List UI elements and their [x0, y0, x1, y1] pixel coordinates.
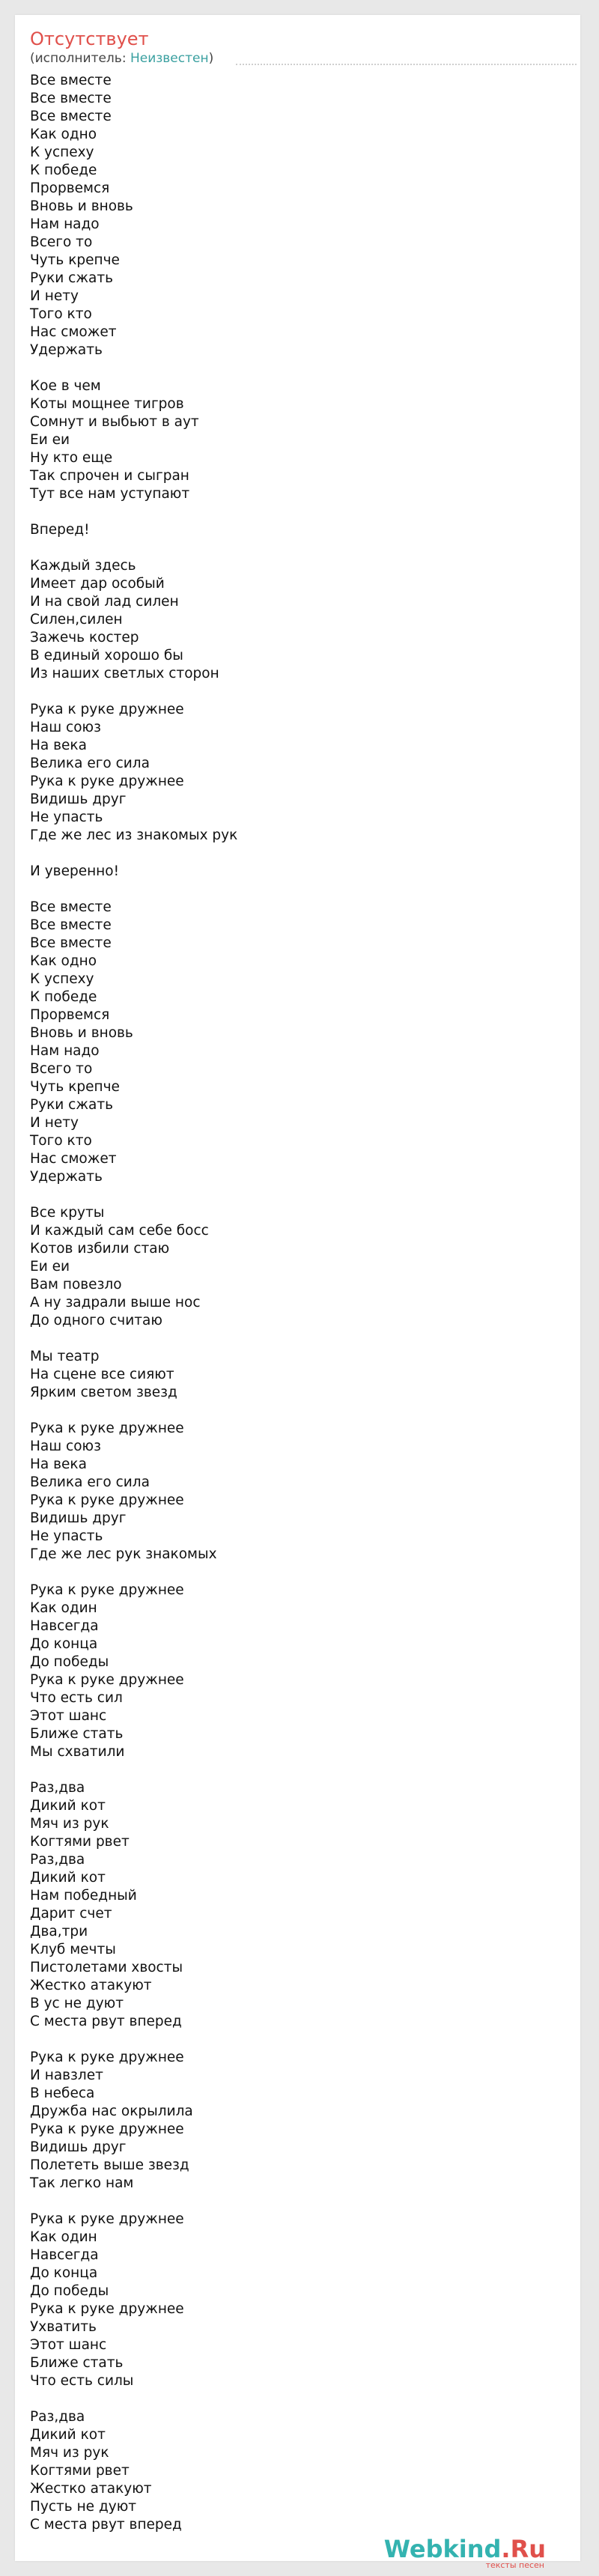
lyric-line: Чуть крепче — [30, 1079, 120, 1095]
lyrics-list — [30, 72, 237, 2534]
logo-brand — [384, 2536, 546, 2562]
lyric-line: Мяч из рук — [30, 2445, 109, 2461]
lyric-line: И каждый сам себе босс — [30, 1223, 209, 1239]
lyric-line: Силен,силен — [30, 612, 123, 628]
lyric-line: Навсегда — [30, 2247, 99, 2263]
lyric-line: Пусть не дуют — [30, 2499, 137, 2515]
lyric-line: До одного считаю — [30, 1313, 162, 1328]
lyric-line: И нету — [30, 1115, 79, 1131]
stanza-gap — [30, 683, 237, 701]
lyric-line: Нам победный — [30, 1888, 137, 1904]
lyric-line: Как один — [30, 2229, 97, 2245]
lyric-line: Прорвемся — [30, 1007, 110, 1023]
lyric-line: К успеху — [30, 145, 94, 160]
lyric-line: Сомнут и выбьют в аут — [30, 414, 199, 430]
lyric-line: Удержать — [30, 342, 103, 358]
lyric-line: И нету — [30, 288, 79, 304]
lyric-line: Рука к руке дружнее — [30, 774, 184, 789]
lyric-line: Нас сможет — [30, 324, 117, 340]
lyric-line: Два,три — [30, 1924, 88, 1939]
lyric-line: Все вместе — [30, 917, 112, 933]
lyric-line: До конца — [30, 2265, 98, 2281]
stanza-gap — [30, 2031, 237, 2049]
lyric-line: Мы театр — [30, 1349, 100, 1364]
lyric-line: Все вместе — [30, 899, 112, 915]
lyric-line: Ну кто еще — [30, 450, 113, 466]
lyric-line: Вперед! — [30, 522, 90, 538]
lyric-line: В единый хорошо бы — [30, 648, 183, 663]
lyric-line: С места рвут вперед — [30, 2014, 182, 2029]
site-logo[interactable] — [384, 2536, 546, 2570]
lyric-line: Ярким светом звезд — [30, 1385, 177, 1400]
lyric-line: Все вместе — [30, 91, 112, 106]
lyric-line: Видишь друг — [30, 1510, 127, 1526]
lyric-line: Руки сжать — [30, 1097, 114, 1113]
lyric-line: Где же лес рук знакомых — [30, 1546, 217, 1562]
lyric-line: Все вместе — [30, 109, 112, 124]
lyric-line: С места рвут вперед — [30, 2517, 182, 2533]
lyric-line: Как одно — [30, 953, 97, 969]
lyric-line: Наш союз — [30, 720, 101, 735]
lyric-line: Когтями рвет — [30, 1834, 130, 1850]
lyric-line: Рука к руке дружнее — [30, 1582, 184, 1598]
lyric-line: Раз,два — [30, 1780, 85, 1796]
lyric-line: Рука к руке дружнее — [30, 1492, 184, 1508]
lyric-line: Видишь друг — [30, 2139, 127, 2155]
lyric-line: Прорвемся — [30, 180, 110, 196]
lyric-line: Рука к руке дружнее — [30, 2050, 184, 2065]
lyric-line: Котов избили стаю — [30, 1241, 170, 1257]
lyric-line: Велика его сила — [30, 756, 150, 771]
lyric-line: Этот шанс — [30, 1708, 107, 1724]
lyric-line: Коты мощнее тигров — [30, 396, 184, 412]
lyric-line: Всего то — [30, 234, 93, 250]
lyric-line: Зажечь костер — [30, 630, 139, 645]
lyric-line: Чуть крепче — [30, 252, 120, 268]
lyric-line: Дарит счет — [30, 1906, 112, 1922]
lyric-line: А ну задрали выше нос — [30, 1295, 201, 1310]
lyric-line: Того кто — [30, 306, 92, 322]
lyric-line: Этот шанс — [30, 2337, 107, 2353]
subtitle-prefix: (исполнитель: — [30, 51, 130, 66]
lyric-line: Дикий кот — [30, 2427, 106, 2443]
lyric-line: Рука к руке дружнее — [30, 1672, 184, 1688]
lyric-line: Ближе стать — [30, 2355, 124, 2371]
lyric-line: До победы — [30, 1654, 109, 1670]
lyric-line: До конца — [30, 1636, 98, 1652]
stanza-gap — [30, 539, 237, 557]
lyric-line: И уверенно! — [30, 863, 120, 879]
lyric-line: Не упасть — [30, 809, 103, 825]
lyric-line: Вам повезло — [30, 1277, 122, 1292]
lyric-line: Пистолетами хвосты — [30, 1960, 183, 1975]
lyric-line: Вновь и вновь — [30, 1025, 133, 1041]
lyric-line: Видишь друг — [30, 792, 127, 807]
lyric-line: Клуб мечты — [30, 1942, 116, 1957]
lyric-line: Тут все нам уступают — [30, 486, 190, 502]
lyric-line: До победы — [30, 2283, 109, 2299]
lyric-line: Раз,два — [30, 1852, 85, 1868]
lyric-line: Так легко нам — [30, 2175, 134, 2191]
lyric-line: Рука к руке дружнее — [30, 1421, 184, 1436]
lyric-line: К победе — [30, 989, 97, 1005]
stanza-gap — [30, 2390, 237, 2408]
lyric-line: Велика его сила — [30, 1474, 150, 1490]
lyric-line: Жестко атакуют — [30, 1978, 152, 1993]
lyric-line: Не упасть — [30, 1528, 103, 1544]
lyric-line: Все вместе — [30, 73, 112, 88]
lyric-line: Навсегда — [30, 1618, 99, 1634]
lyric-line: На века — [30, 738, 87, 753]
lyric-line: Рука к руке дружнее — [30, 2121, 184, 2137]
lyric-line: Что есть сил — [30, 1690, 123, 1706]
logo-brand-name: Webkind — [383, 2535, 502, 2563]
song-title: Отсутствует — [30, 28, 149, 49]
lyric-line: Из наших светлых сторон — [30, 666, 219, 681]
lyric-line: Кое в чем — [30, 378, 101, 394]
lyric-line: Ухватить — [30, 2319, 97, 2335]
lyric-line: Мяч из рук — [30, 1816, 109, 1832]
lyrics-card — [15, 15, 580, 2570]
lyric-line: Нам надо — [30, 1043, 100, 1059]
lyric-line: Нам надо — [30, 216, 100, 232]
lyric-line: На сцене все сияют — [30, 1367, 174, 1382]
stanza-gap — [30, 1402, 237, 1420]
logo-tagline: тексты песен — [485, 2560, 544, 2570]
lyric-line: Имеет дар особый — [30, 576, 165, 592]
lyric-line: И навзлет — [30, 2068, 103, 2083]
lyric-line: Что есть силы — [30, 2373, 134, 2389]
lyric-line: Когтями рвет — [30, 2463, 130, 2479]
lyric-line: Дружба нас окрылила — [30, 2103, 193, 2119]
lyric-line: Мы схватили — [30, 1744, 125, 1760]
lyric-line: Нас сможет — [30, 1151, 117, 1167]
lyric-line: В ус не дуют — [30, 1996, 124, 2011]
lyric-line: Рука к руке дружнее — [30, 702, 184, 717]
lyric-line: Дикий кот — [30, 1798, 106, 1814]
lyric-line: Полететь выше звезд — [30, 2157, 189, 2173]
stanza-gap — [30, 1761, 237, 1779]
stanza-gap — [30, 359, 237, 377]
lyric-line: Так спрочен и сыгран — [30, 468, 189, 484]
stanza-gap — [30, 845, 237, 863]
lyric-line: На века — [30, 1456, 87, 1472]
lyric-line: Рука к руке дружнее — [30, 2301, 184, 2317]
stanza-gap — [30, 503, 237, 521]
lyric-line: И на свой лад силен — [30, 594, 179, 610]
lyric-line: К победе — [30, 162, 97, 178]
lyric-line: Всего то — [30, 1061, 93, 1077]
lyric-line: Жестко атакуют — [30, 2481, 152, 2497]
lyric-line: Руки сжать — [30, 270, 114, 286]
lyric-line: Того кто — [30, 1133, 92, 1149]
lyric-line: Вновь и вновь — [30, 198, 133, 214]
stanza-gap — [30, 881, 237, 899]
lyric-line: Раз,два — [30, 2409, 85, 2425]
song-subtitle — [30, 50, 213, 67]
lyric-line: Как одно — [30, 127, 97, 142]
artist-link[interactable]: Неизвестен — [130, 51, 209, 66]
stanza-gap — [30, 1330, 237, 1348]
lyric-line: К успеху — [30, 971, 94, 987]
lyric-line: Каждый здесь — [30, 558, 136, 574]
lyric-line: Наш союз — [30, 1439, 101, 1454]
lyric-line: Все вместе — [30, 935, 112, 951]
title-divider — [236, 64, 577, 65]
stanza-gap — [30, 1564, 237, 1582]
subtitle-suffix: ) — [208, 51, 214, 66]
lyric-line: Рука к руке дружнее — [30, 2211, 184, 2227]
lyric-line: Где же лес из знакомых рук — [30, 827, 238, 843]
stanza-gap — [30, 2193, 237, 2211]
lyric-line: Удержать — [30, 1169, 103, 1185]
lyric-line: Дикий кот — [30, 1870, 106, 1886]
stanza-gap — [30, 1186, 237, 1204]
logo-tld: .Ru — [501, 2535, 546, 2563]
lyric-line: Как один — [30, 1600, 97, 1616]
lyric-line: Еи еи — [30, 432, 70, 448]
lyric-line: Все круты — [30, 1205, 105, 1221]
lyric-line: В небеса — [30, 2086, 95, 2101]
lyric-line: Ближе стать — [30, 1726, 124, 1742]
lyric-line: Еи еи — [30, 1259, 70, 1275]
